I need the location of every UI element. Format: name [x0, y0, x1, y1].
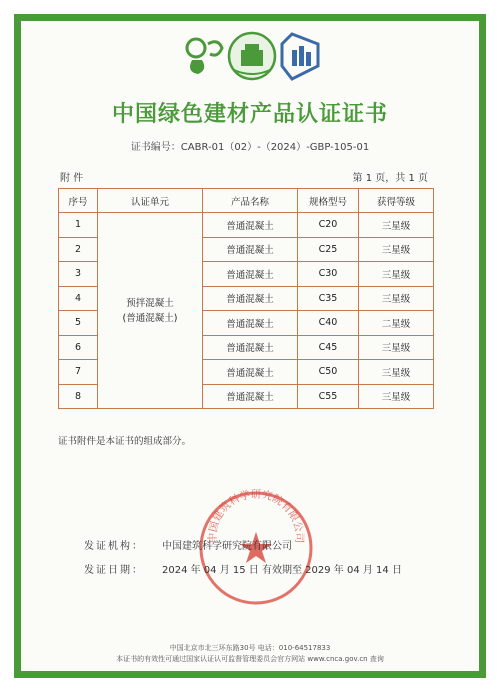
row-number: 2 — [59, 237, 98, 262]
issuer-label: 发证机构： — [84, 541, 144, 552]
verification-line: 本证书的有效性可通过国家认证认可监督管理委员会官方网站 www.cnca.gov.cn 查询 — [116, 655, 384, 663]
row-number: 8 — [59, 384, 98, 409]
product-name: 普通混凝土 — [203, 311, 298, 336]
grade: 二星级 — [359, 311, 434, 336]
row-number: 7 — [59, 360, 98, 385]
attachment-label: 附 件 — [60, 173, 84, 184]
spec-model: C45 — [298, 335, 359, 360]
row-number: 1 — [59, 213, 98, 238]
product-name: 普通混凝土 — [203, 384, 298, 409]
header-cell: 规格型号 — [298, 189, 359, 213]
row-number: 4 — [59, 286, 98, 311]
building-material-badge-icon — [229, 33, 275, 79]
seal-text: 中国建筑科学研究院有限公司 — [206, 488, 306, 544]
table-row — [59, 213, 434, 238]
cabr-shield-icon — [282, 34, 318, 79]
row-number: 6 — [59, 335, 98, 360]
certification-unit-cell — [98, 213, 203, 409]
row-number: 5 — [59, 311, 98, 336]
product-name: 普通混凝土 — [203, 360, 298, 385]
spec-model: C30 — [298, 262, 359, 287]
header-cell: 获得等级 — [359, 189, 434, 213]
product-name: 普通混凝土 — [203, 237, 298, 262]
issuer-value: 中国建筑科学研究院有限公司 — [162, 541, 292, 552]
spec-model: C55 — [298, 384, 359, 409]
header-cell: 产品名称 — [203, 189, 298, 213]
spec-model: C20 — [298, 213, 359, 238]
product-name: 普通混凝土 — [203, 286, 298, 311]
product-name: 普通混凝土 — [203, 335, 298, 360]
product-name: 普通混凝土 — [203, 213, 298, 238]
grade: 三星级 — [359, 262, 434, 287]
product-table — [58, 188, 434, 409]
spec-model: C40 — [298, 311, 359, 336]
grade: 三星级 — [359, 237, 434, 262]
address-line: 中国北京市北三环东路30号 电话：010-64517833 — [169, 644, 331, 652]
spec-model: C35 — [298, 286, 359, 311]
grade: 三星级 — [359, 213, 434, 238]
grade: 三星级 — [359, 360, 434, 385]
product-name: 普通混凝土 — [203, 262, 298, 287]
date-value: 2024 年 04 月 15 日 有效期至 2029 年 04 月 14 日 — [162, 565, 402, 576]
row-number: 3 — [59, 262, 98, 287]
spec-model: C50 — [298, 360, 359, 385]
page-info: 第 1 页，共 1 页 — [352, 173, 428, 184]
footnote: 证书附件是本证书的组成部分。 — [58, 436, 192, 447]
grade: 三星级 — [359, 286, 434, 311]
certificate-number: 证书编号：CABR-01（02）-（2024）-GBP-105-01 — [130, 142, 370, 153]
unit-line: 预拌混凝土 — [126, 297, 174, 309]
table-header-row — [59, 189, 434, 213]
green-leaf-logo-icon — [187, 39, 222, 74]
unit-line: (普通混凝土) — [122, 312, 178, 324]
spec-model: C25 — [298, 237, 359, 262]
header-cell: 序号 — [59, 189, 98, 213]
certification-logos — [178, 30, 328, 82]
certificate-title: 中国绿色建材产品认证证书 — [111, 102, 388, 127]
header-cell: 认证单元 — [98, 189, 203, 213]
grade: 三星级 — [359, 335, 434, 360]
grade: 三星级 — [359, 384, 434, 409]
date-label: 发证日期： — [84, 565, 144, 576]
